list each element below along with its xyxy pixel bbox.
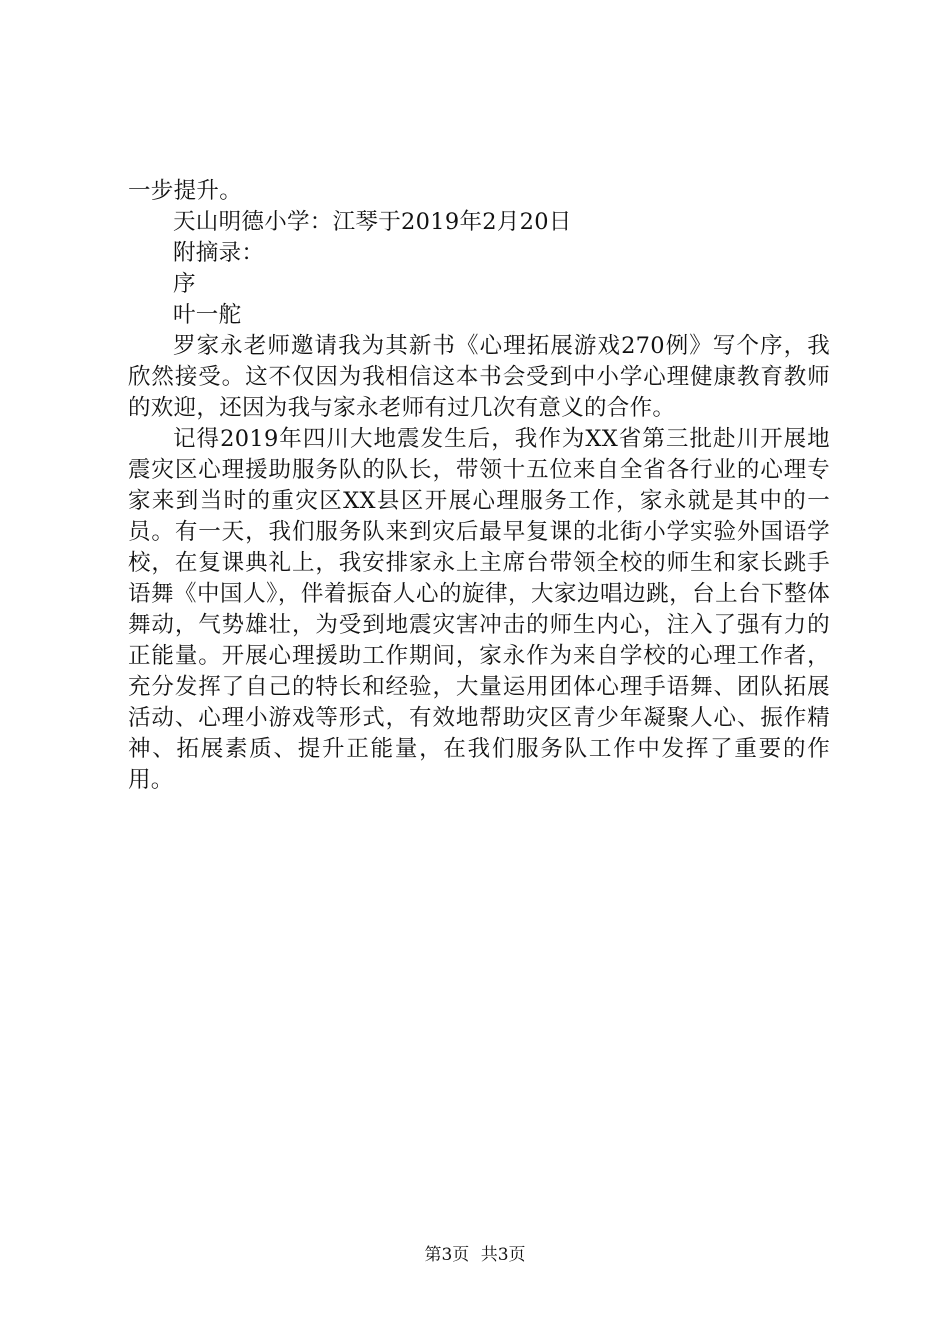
paragraph-invitation: 罗家永老师邀请我为其新书《心理拓展游戏270例》写个序，我欣然接受。这不仅因为我相信这本书会受到中小学心理健康教育教师的欢迎，还因为我与家永老师有过几次有意义的合作。 [128, 333, 830, 421]
preface-heading: 序 [173, 271, 196, 297]
signature-line: 天山明德小学：江琴于2019年2月20日 [173, 209, 572, 235]
continuation-line: 一步提升。 [128, 178, 243, 204]
appendix-label: 附摘录： [173, 240, 265, 266]
page-footer: 第3页 共3页 [424, 1245, 526, 1265]
paragraph-earthquake-story: 记得2019年四川大地震发生后，我作为XX省第三批赴川开展地震灾区心理援助服务队的队长，带领十五位来自全省各行业的心理专家来到当时的重灾区XX县区开展心理服务工作，家永就是其中的一员。有一天，我们服务队来到灾后最早复课的北街小学实验外国语学校，在复课典礼上，我安排家永上主席台带领全校的师生和家长跳手语舞《中国人》，伴着振奋人心的旋律，大家边唱边跳，台上台下整体舞动，气势雄壮，为受到地震灾害冲击的师生内心，注入了强有力的正能量。开展心理援助工作期间，家永作为来自学校的心理工作者，充分发挥了自己的特长和经验，大量运用团体心理手语舞、团队拓展活动、心理小游戏等形式，有效地帮助灾区青少年凝聚人心、振作精神、拓展素质、提升正能量，在我们服务队工作中发挥了重要的作用。 [128, 426, 830, 793]
preface-author: 叶一舵 [173, 302, 242, 328]
document-body [128, 176, 830, 796]
